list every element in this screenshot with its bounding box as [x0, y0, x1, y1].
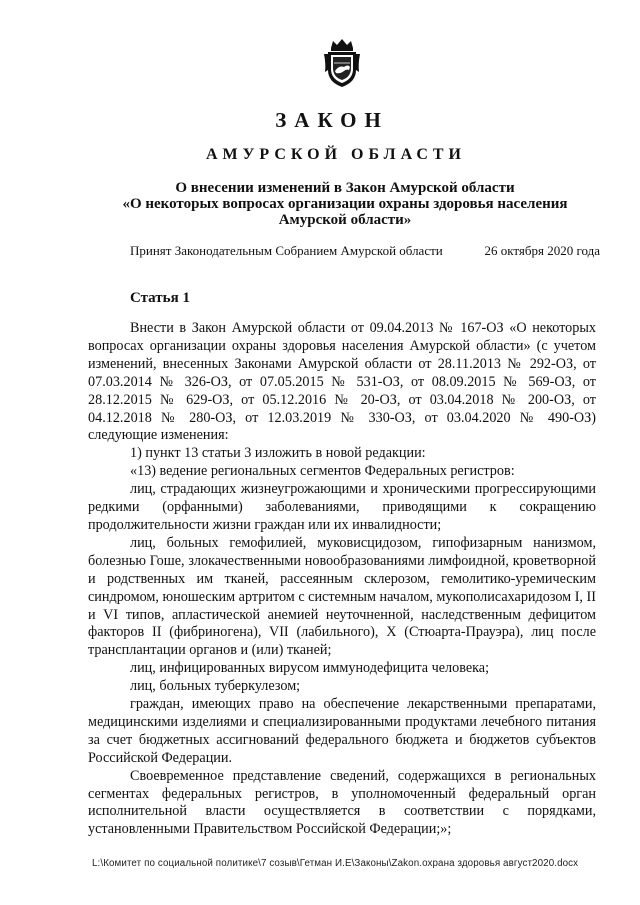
law-subject [100, 180, 590, 228]
subject-line: «О некоторых вопросах организации охраны здоровья населения [122, 196, 568, 212]
coat-of-arms-icon [322, 38, 362, 88]
article-body [88, 320, 596, 839]
document-region: АМУРСКОЙ ОБЛАСТИ [206, 146, 466, 163]
paragraph: 1) пункт 13 статьи 3 изложить в новой редакции: [130, 445, 426, 462]
paragraph: лиц, больных гемофилией, муковисцидозом, гипофизарным нанизмом, болезнью Гоше, злокачественными новообразованиями лимфоидной, кроветворной и родственных им тканей, рассеянным склерозом, гемолитико-уремическим синдромом, юношеским артритом с системным началом, мукополисахаридозом I, II и VI типов, апластической анемией неуточненной, наследственным дефицитом факторов II (фибриногена), VII (лабильного), X (Стюарта-Прауэра), лиц после трансплантации органов и (или) тканей; [88, 534, 596, 659]
subject-line: О внесении изменений в Закон Амурской области [175, 180, 515, 196]
paragraph: лиц, страдающих жизнеугрожающими и хроническими прогрессирующими редкими (орфанными) заболеваниями, приводящими к сокращению продолжительности жизни граждан или их инвалидности; [88, 481, 596, 533]
paragraph: «13) ведение региональных сегментов Федеральных регистров: [130, 463, 515, 480]
adopted-date: 26 октября 2020 года [484, 243, 600, 258]
paragraph: граждан, имеющих право на обеспечение лекарственными препаратами, медицинскими изделиями и специализированными продуктами лечебного питания за счет бюджетных ассигнований федерального бюджета и бюджетов субъектов Российской Федерации. [88, 696, 596, 766]
subject-line: Амурской области» [278, 212, 412, 228]
adoption-line [130, 243, 600, 259]
document-title: ЗАКОН [275, 108, 389, 132]
paragraph: лиц, инфицированных вирусом иммунодефицита человека; [130, 660, 490, 677]
paragraph: Внести в Закон Амурской области от 09.04.2013 № 167-ОЗ «О некоторых вопросах организации охраны здоровья населения Амурской области» (с учетом изменений, внесенных Законами Амурской области от 28.11.2013 № 292-ОЗ, от 07.03.2014 № 326-ОЗ, от 07.05.2015 № 531-ОЗ, от 08.09.2015 № 569-ОЗ, от 28.12.2015 № 629-ОЗ, от 05.12.2016 № 20-ОЗ, от 03.04.2018 № 200-ОЗ, от 04.12.2018 № 280-ОЗ, от 12.03.2019 № 330-ОЗ, от 03.04.2020 № 490-ОЗ) следующие изменения: [88, 320, 596, 444]
file-path-footer: L:\Комитет по социальной политике\7 созыв\Гетман И.Е\Законы\Zakon.охрана здоровья август2020.docx [92, 858, 579, 869]
paragraph: Своевременное представление сведений, содержащихся в региональных сегментах федеральных регистров, в уполномоченный федеральный орган исполнительной власти осуществляется в соответствии с порядками, установленными Правительством Российской Федерации;»; [88, 767, 596, 838]
adopted-by: Принят Законодательным Собранием Амурской области [130, 243, 443, 258]
paragraph: лиц, больных туберкулезом; [130, 678, 301, 695]
article-heading: Статья 1 [130, 290, 190, 306]
